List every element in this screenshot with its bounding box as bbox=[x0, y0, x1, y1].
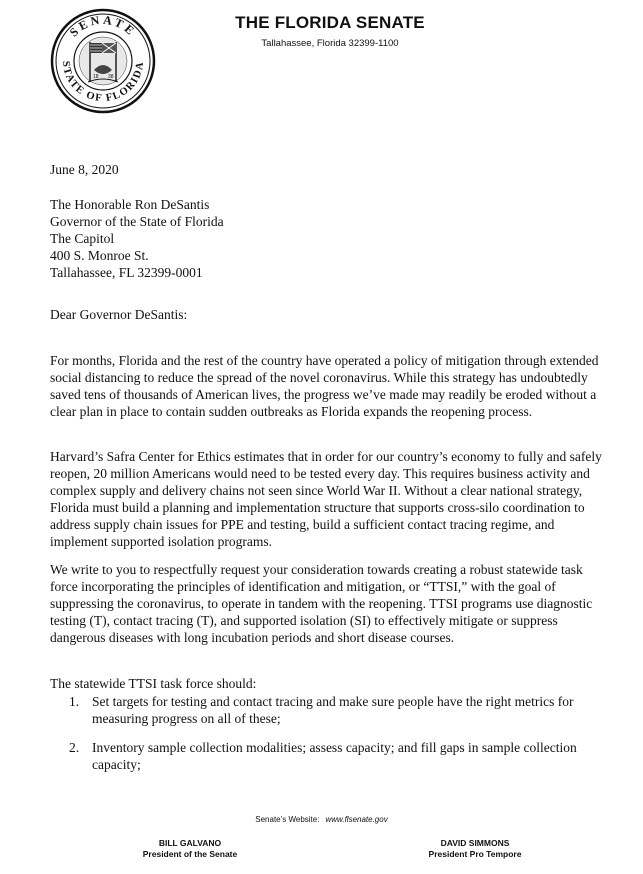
svg-text:SENATE: SENATE bbox=[66, 12, 140, 40]
president-title: President of the Senate bbox=[142, 849, 238, 859]
president-name: BILL GALVANO bbox=[158, 838, 222, 848]
address-line: Tallahassee, FL 32399-0001 bbox=[50, 265, 203, 280]
senate-seal-logo bbox=[50, 8, 156, 114]
body-paragraph: For months, Florida and the rest of the country have operated a policy of mitigation through extended social distancing to reduce the spread of the novel coronavirus. While this strategy has undoubtedly saved tens of thousands of American lives, the progress we’ve made may readily be eroded without a clear plan in place to contain sudden outbreaks as Florida expands the reopening process. bbox=[50, 352, 599, 419]
letterhead-title: THE FLORIDA SENATE bbox=[235, 13, 425, 32]
list-number: 2. bbox=[69, 740, 80, 755]
letter-date: June 8, 2020 bbox=[50, 162, 119, 177]
website-link[interactable]: www.flsenate.gov bbox=[325, 815, 388, 824]
list-number: 1. bbox=[69, 694, 80, 709]
list-text: Inventory sample collection modalities; assess capacity; and fill gaps in sample collection capacity; bbox=[92, 740, 577, 772]
address-line: Governor of the State of Florida bbox=[50, 214, 224, 229]
address-line: The Honorable Ron DeSantis bbox=[50, 197, 210, 212]
svg-text:STATE OF FLORIDA: STATE OF FLORIDA bbox=[59, 60, 147, 105]
svg-text:38: 38 bbox=[108, 74, 114, 80]
letterhead-address: Tallahassee, Florida 32399-1100 bbox=[261, 38, 399, 49]
body-paragraph: We write to you to respectfully request your consideration towards creating a robust statewide task force incorporating the principles of identification and mitigation, or “TTSI,” with the goal of suppressing the coronavirus, to operate in tandem with the reopening. TTSI programs use diagnostic testing (T), contact tracing (T), and supported isolation (SI) to effectively mitigate or suppress dangerous diseases with long incubation periods and short disease courses. bbox=[50, 561, 593, 645]
address-line: The Capitol bbox=[50, 231, 115, 246]
body-paragraph: The statewide TTSI task force should: bbox=[50, 675, 257, 691]
signature-block-pro-tempore bbox=[405, 838, 545, 860]
website-label: Senate’s Website: bbox=[255, 815, 320, 824]
salutation: Dear Governor DeSantis: bbox=[50, 307, 188, 322]
address-line: 400 S. Monroe St. bbox=[50, 248, 149, 263]
body-paragraph: Harvard’s Safra Center for Ethics estimates that in order for our country’s economy to fully and safely reopen, 20 million Americans would need to be tested every day. This requires business activity and complex supply and delivery chains not seen since World War II. Without a clear national strategy, Florida must build a planning and implementation structure that supports cross-silo coordination to address supply chain issues for PPE and testing, build a sufficient contact tracing regime, and implement supported isolation programs. bbox=[50, 448, 602, 549]
list-item bbox=[50, 739, 610, 773]
list-item bbox=[50, 693, 610, 727]
senate-website-line bbox=[0, 815, 643, 824]
list-text: Set targets for testing and contact tracing and make sure people have the right metrics for measuring progress on all of these; bbox=[92, 694, 574, 726]
signature-block-president bbox=[120, 838, 260, 860]
pro-tempore-name: DAVID SIMMONS bbox=[440, 838, 510, 848]
recipient-address bbox=[50, 196, 605, 281]
svg-text:18: 18 bbox=[93, 74, 99, 80]
pro-tempore-title: President Pro Tempore bbox=[428, 849, 522, 859]
recommendation-list bbox=[50, 693, 610, 785]
